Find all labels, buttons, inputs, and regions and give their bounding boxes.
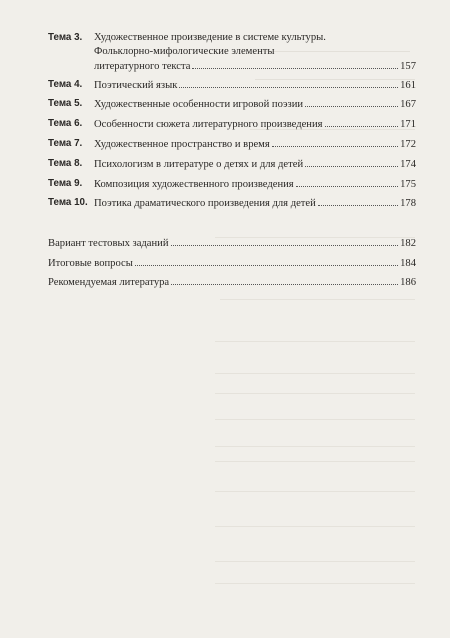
dot-leader [305,157,398,167]
toc-entry-page: 182 [400,238,416,249]
dot-leader [296,177,398,187]
toc-entry-number: Тема 8. [48,158,83,169]
toc-entry-title-line-1: Художественное произведение в системе культуры. [94,32,326,43]
toc-entry-title: Композиция художественного произведения [94,179,294,190]
toc-entry-page: 171 [400,119,416,130]
toc-entry-page: 186 [400,277,416,288]
dot-leader [179,78,398,88]
toc-entry-test-tasks[interactable] [48,236,416,250]
dot-leader [318,196,398,206]
dot-leader [171,236,399,246]
dot-leader [305,97,398,107]
toc-entry-number: Тема 10. [48,197,88,208]
toc-entry-number: Тема 3. [48,32,83,43]
toc-entry-page: 174 [400,159,416,170]
toc-entry-theme-6[interactable] [48,117,416,131]
toc-entry-title: Особенности сюжета литературного произведения [94,119,323,130]
toc-entry-title: Поэтический язык [94,80,178,91]
toc-entry-theme-7[interactable] [48,137,416,151]
dot-leader [192,59,398,69]
toc-entry-theme-5[interactable] [48,97,416,111]
toc-entry-page: 184 [400,258,416,269]
toc-entry-page: 161 [400,80,416,91]
toc-entry-title: Художественное пространство и время [94,139,270,150]
toc-entry-number: Тема 6. [48,118,83,129]
toc-entry-title-line-2: Фольклорно-мифологические элементы [94,46,275,57]
toc-entry-title: Психологизм в литературе о детях и для детей [94,159,304,170]
dot-leader [325,117,399,127]
dot-leader [272,137,398,147]
toc-entry-recommended-literature[interactable] [48,275,416,289]
toc-entry-number: Тема 9. [48,178,83,189]
toc-entry-theme-10[interactable] [48,196,416,210]
toc-entry-theme-8[interactable] [48,157,416,171]
toc-entry-title: Поэтика драматического произведения для детей [94,198,316,209]
toc-entry-page: 167 [400,99,416,110]
toc-entry-page: 172 [400,139,416,150]
toc-entry-number: Тема 4. [48,79,83,90]
toc-entry-number: Тема 7. [48,138,83,149]
toc-entry-final-questions[interactable] [48,256,416,270]
toc-entry-title-line-3: литературного текста [94,61,191,72]
dot-leader [135,256,398,266]
toc-entry-theme-9[interactable] [48,177,416,191]
toc-entry-theme-4[interactable] [48,78,416,92]
toc-entry-title: Вариант тестовых заданий [48,238,169,249]
toc-entry-theme-3[interactable] [48,31,416,73]
toc-entry-title: Художественные особенности игровой поэзии [94,99,304,110]
toc-entry-page: 178 [400,198,416,209]
dot-leader [171,275,398,285]
toc-entry-page: 175 [400,179,416,190]
toc-entry-title: Рекомендуемая литература [48,277,170,288]
toc-entry-page: 157 [400,61,416,72]
toc-entry-number: Тема 5. [48,98,83,109]
toc-entry-title: Итоговые вопросы [48,258,133,269]
